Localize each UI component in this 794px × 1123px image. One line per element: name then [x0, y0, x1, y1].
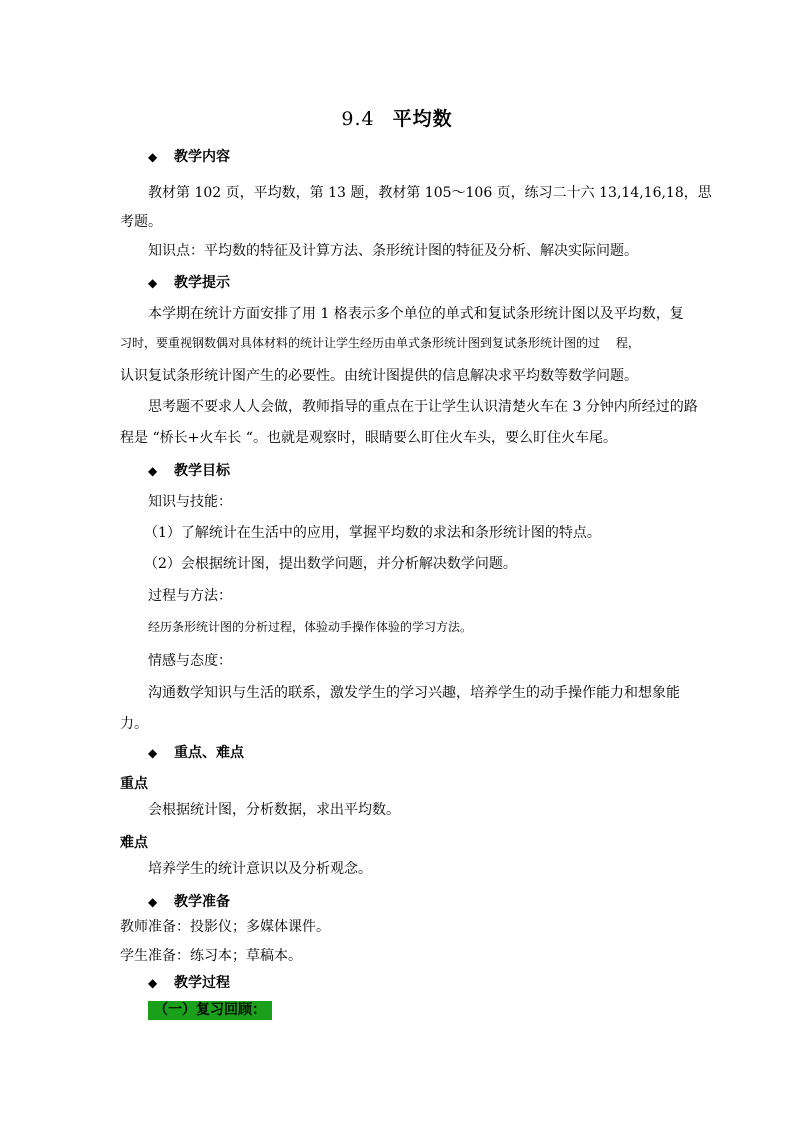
process-step-label: （一）复习回顾：: [148, 1001, 272, 1020]
section-heading-label: 教学内容: [174, 149, 230, 165]
goal-item: （1）了解统计在生活中的应用，掌握平均数的求法和条形统计图的特点。: [144, 525, 601, 541]
goal-item: 沟通数学知识与生活的联系，激发学生的学习兴趣，培养学生的动手操作能力和想象能: [148, 685, 680, 701]
page-title: [0, 104, 794, 131]
section-heading-label: 教学过程: [174, 975, 230, 991]
section-heading-process: [148, 972, 230, 992]
tips-line: 认识复试条形统计图产生的必要性。由统计图提供的信息解决求平均数等数学问题。: [120, 368, 638, 384]
tips-line: 思考题不要求人人会做，教师指导的重点在于让学生认识清楚火车在 3 分钟内所经过的路: [148, 399, 698, 415]
student-prep: 学生准备：练习本；草稿本。: [120, 948, 302, 964]
section-heading-tips: [148, 272, 230, 292]
key-text: 会根据统计图，分析数据，求出平均数。: [148, 802, 400, 818]
diamond-icon: ◆: [148, 276, 158, 290]
section-heading-label: 重点、难点: [174, 745, 244, 761]
tips-line: 程是 “桥长+火车长 “。也就是观察时，眼睛要么盯住火车头，要么盯住火车尾。: [120, 430, 617, 446]
diamond-icon: ◆: [148, 976, 158, 990]
content-line: 知识点：平均数的特征及计算方法、条形统计图的特征及分析、解决实际问题。: [148, 243, 638, 259]
title-number: 9.4: [341, 108, 375, 130]
goal-label: 过程与方法：: [148, 588, 232, 604]
section-heading-label: 教学提示: [174, 275, 230, 291]
goal-item: 经历条形统计图的分析过程，体验动手操作体验的学习方法。: [148, 620, 473, 634]
goal-label: 情感与态度：: [148, 653, 232, 669]
section-heading-prep: [148, 891, 230, 911]
goal-item: （2）会根据统计图，提出数学问题，并分析解决数学问题。: [144, 556, 517, 572]
section-heading-content: [148, 146, 230, 166]
section-heading-key: [148, 742, 244, 762]
goal-label: 知识与技能：: [148, 494, 232, 510]
diamond-icon: ◆: [148, 895, 158, 909]
section-heading-goals: [148, 460, 230, 480]
section-heading-label: 教学目标: [174, 463, 230, 479]
diamond-icon: ◆: [148, 746, 158, 760]
tips-line: 习时，要重视钢数偶对具体材料的统计让学生经历由单式条形统计图到复试条形统计图的过 程，: [120, 336, 640, 350]
difficulty-text: 培养学生的统计意识以及分析观念。: [148, 861, 372, 877]
teacher-prep: 教师准备：投影仪；多媒体课件。: [120, 919, 330, 935]
difficulty-label: 难点: [120, 835, 148, 851]
section-heading-label: 教学准备: [174, 894, 230, 910]
diamond-icon: ◆: [148, 464, 158, 478]
content-line: 教材第 102 页，平均数，第 13 题，教材第 105～106 页，练习二十六 13,14,16,18，思: [148, 185, 712, 201]
tips-line: 本学期在统计方面安排了用 1 格表示多个单位的单式和复试条形统计图以及平均数，复: [148, 306, 684, 322]
title-text: 平均数: [392, 108, 453, 130]
goal-item: 力。: [120, 716, 148, 732]
process-step-highlight: [148, 999, 272, 1019]
content-line: 考题。: [120, 214, 162, 230]
diamond-icon: ◆: [148, 150, 158, 164]
key-label: 重点: [120, 776, 148, 792]
